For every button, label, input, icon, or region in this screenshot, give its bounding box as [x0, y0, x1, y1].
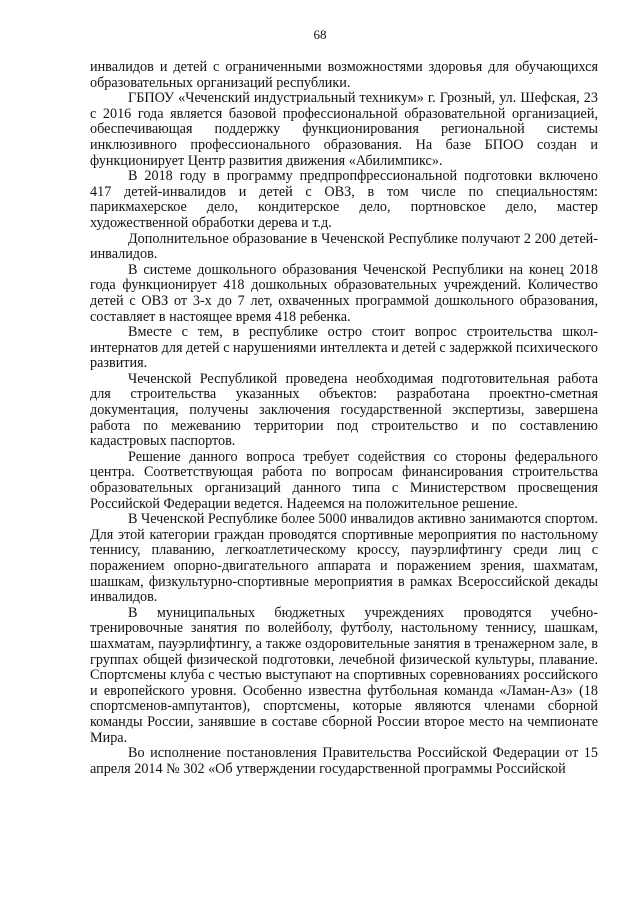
- page-number: 68: [313, 27, 327, 42]
- paragraph: В системе дошкольного образования Чеченской Республики на конец 2018 года функционирует 418 дошкольных образовательных учреждений. Количество детей с ОВЗ от 3-х до 7 лет, охваченных программой дошкольного образования, составляет в настоящее время 418 ребенка.: [90, 261, 598, 325]
- paragraph: инвалидов и детей с ограниченными возможностями здоровья для обучающихся образовательных организаций республики.: [90, 59, 598, 91]
- paragraph: Дополнительное образование в Чеченской Республике получают 2 200 детей-инвалидов.: [90, 230, 598, 263]
- paragraph: Чеченской Республикой проведена необходимая подготовительная работа для строительства указанных объектов: разработана проектно-сметная документация, получены заключения государственной экспертизы, завершена работа по межеванию территории под строительство и по составлению кадастровых паспортов.: [90, 370, 598, 450]
- paragraph: В 2018 году в программу предпропфрессиональной подготовки включено 417 детей-инвалидов и детей с ОВЗ, в том числе по специальностям: парикмахерское дело, кондитерское дело, портновское дело, мастер художественной обработки дерева и т.д.: [90, 168, 598, 231]
- paragraph: Во исполнение постановления Правительства Российской Федерации от 15 апреля 2014 № 302 «Об утверждении государственной программы Российской: [90, 745, 598, 777]
- paragraph: Вместе с тем, в республике остро стоит вопрос строительства школ-интернатов для детей с нарушениями интеллекта и детей с задержкой психического развития.: [90, 324, 598, 372]
- paragraph: Решение данного вопроса требует содействия со стороны федерального центра. Соответствующая работа по вопросам финансирования строительства образовательных организаций данного типа с Министерством просвещения Российской Федерации ведется. Надеемся на положительное решение.: [90, 448, 598, 512]
- paragraph: ГБПОУ «Чеченский индустриальный техникум» г. Грозный, ул. Шефская, 23 с 2016 года является базовой профессиональной образовательной организацией, обеспечивающая поддержку функционирования региональной системы инклюзивного профессионального образования. На базе БПОО создан и функционирует Центр развития движения «Абилимпикс».: [90, 90, 598, 169]
- body-text: [90, 60, 598, 777]
- paragraph: В Чеченской Республике более 5000 инвалидов активно занимаются спортом. Для этой категории граждан проводятся спортивные мероприятия по настольному теннису, плаванию, легкоатлетическому кроссу, пауэрлифтингу среди лиц с поражением опорно-двигательного аппарата и поражением зрения, шахматам, шашкам, физкультурно-спортивные мероприятия в рамках Всероссийской декады инвалидов.: [90, 511, 598, 606]
- paragraph: В муниципальных бюджетных учреждениях проводятся учебно-тренировочные занятия по волейболу, футболу, настольному теннису, шашкам, шахматам, пауэрлифтингу, а также оздоровительные занятия в тренажерном зале, в группах общей физической подготовки, лечебной физической культуры, плавание. Спортсмены клуба с честью выступают на спортивных соревнованиях российского и европейского уровня. Особенно известна футбольная команда «Ламан-Аз» (18 спортсменов-ампутантов), спортсмены, которые являются членами сборной команды России, занявшие в составе сборной России второе место на чемпионате Мира.: [90, 604, 598, 746]
